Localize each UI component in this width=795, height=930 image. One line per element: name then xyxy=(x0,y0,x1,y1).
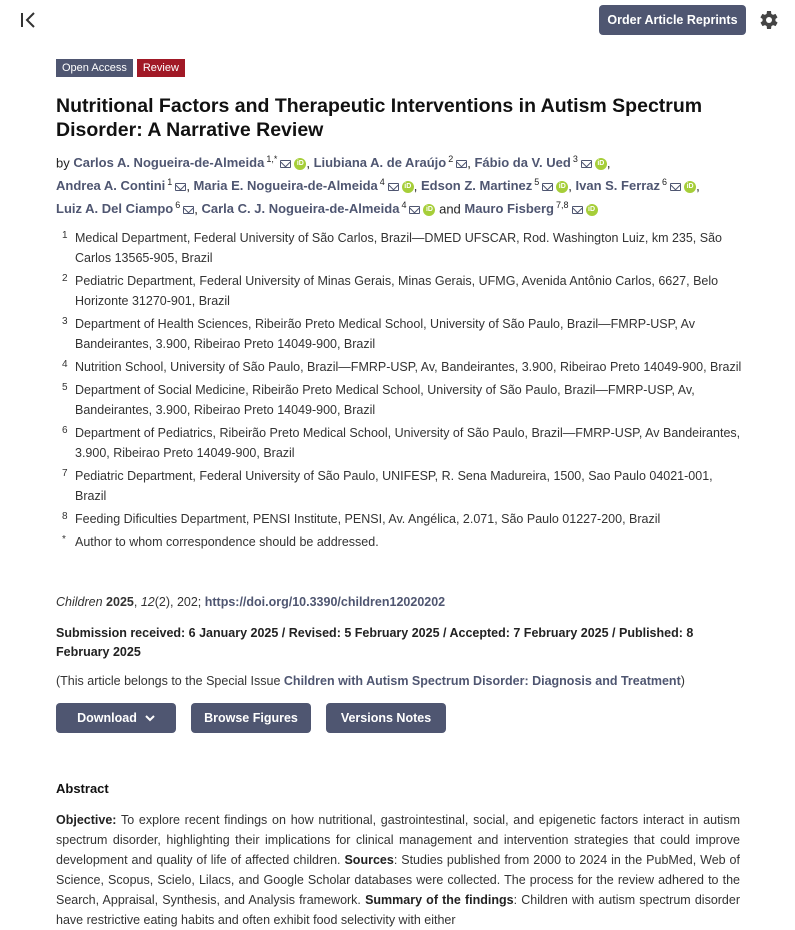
author xyxy=(56,178,186,193)
email-icon[interactable] xyxy=(183,206,194,214)
author-affil-sup: 1 xyxy=(167,176,173,187)
special-issue-link[interactable]: Children with Autism Spectrum Disorder: Diagnosis and Treatment xyxy=(283,674,681,688)
email-icon[interactable] xyxy=(388,183,399,191)
affiliation-text: Pediatric Department, Federal University of São Paulo, UNIFESP, R. Sena Madureira, 1500, Sao Paulo 04021-001, Brazil xyxy=(75,469,713,503)
affiliation-item xyxy=(56,509,746,529)
affiliation-number: 2 xyxy=(62,273,68,284)
author xyxy=(314,155,468,170)
review-badge: Review xyxy=(137,59,185,77)
orcid-icon[interactable]: iD xyxy=(556,181,568,193)
affiliation-number: * xyxy=(62,534,66,545)
objective-text: To explore recent findings on how nutritional, gastrointestinal, social, and epigenetic factors interact in autism spectrum disorder, highlighting their implications for clinical management and intervention strategies that could improve development and quality of life of affected children. xyxy=(56,813,740,867)
affiliation-text: Department of Health Sciences, Ribeirão Preto Medical School, University of São Paulo, Brazil—FMRP-USP, Av Bandeirantes, 3.900, Ribeirao Preto 14049-900, Brazil xyxy=(75,317,695,351)
orcid-icon[interactable]: iD xyxy=(402,181,414,193)
author-affil-sup: 4 xyxy=(379,176,385,187)
citation: Children 2025, 12(2), 202; https://doi.org/10.3390/children12020202 xyxy=(56,595,446,609)
author xyxy=(202,201,436,216)
author-affil-sup: 6 xyxy=(662,176,668,187)
author-name[interactable]: Luiz A. Del Ciampo xyxy=(56,200,174,216)
author-name[interactable]: Mauro Fisberg xyxy=(464,200,554,216)
affiliation-item xyxy=(56,380,746,420)
affiliation-number: 6 xyxy=(62,425,68,436)
journal-name: Children xyxy=(56,595,103,609)
affiliation-item xyxy=(56,532,746,552)
author-affil-sup: 7,8 xyxy=(556,199,569,210)
top-bar xyxy=(0,0,795,40)
author-affil-sup: 4 xyxy=(401,199,407,210)
author xyxy=(474,155,606,170)
author-name[interactable]: Fábio da V. Ued xyxy=(474,155,571,171)
open-access-badge: Open Access xyxy=(56,59,133,77)
author xyxy=(421,178,568,193)
affiliation-number: 5 xyxy=(62,382,68,393)
affiliation-number: 3 xyxy=(62,316,68,327)
affiliation-number: 1 xyxy=(62,230,68,241)
download-label: Download xyxy=(77,711,137,725)
publication-dates: Submission received: 6 January 2025 / Revised: 5 February 2025 / Accepted: 7 February 2025 / Published: 8 February 2025 xyxy=(56,626,694,659)
email-icon[interactable] xyxy=(542,183,553,191)
affiliation-number: 4 xyxy=(62,359,68,370)
download-button[interactable] xyxy=(56,703,176,733)
summary-label: Summary of the findings xyxy=(365,893,514,907)
affiliation-item xyxy=(56,357,746,377)
author xyxy=(194,178,414,193)
orcid-icon[interactable]: iD xyxy=(684,181,696,193)
author-name[interactable]: Andrea A. Contini xyxy=(56,178,166,194)
citation-issue-pages: (2), 202; xyxy=(154,595,205,609)
affiliation-item xyxy=(56,314,746,354)
author xyxy=(73,155,306,170)
email-icon[interactable] xyxy=(572,206,583,214)
orcid-icon[interactable]: iD xyxy=(595,158,607,170)
email-icon[interactable] xyxy=(581,160,592,168)
author xyxy=(576,178,697,193)
doi-link[interactable]: https://doi.org/10.3390/children12020202 xyxy=(204,595,446,609)
affiliation-item xyxy=(56,228,746,268)
citation-volume: 12 xyxy=(140,595,155,609)
summary-text: : Children with autism spectrum disorder have restrictive eating habits and often exhibit food selectivity with either xyxy=(56,893,740,927)
author xyxy=(464,201,597,216)
author-name[interactable]: Carla C. J. Nogueira-de-Almeida xyxy=(201,200,400,216)
abstract-text xyxy=(56,810,740,930)
affiliation-number: 7 xyxy=(62,468,68,479)
special-issue-prefix: (This article belongs to the Special Issue xyxy=(56,674,284,688)
chevron-down-icon xyxy=(145,714,155,722)
author-name[interactable]: Liubiana A. de Araújo xyxy=(313,155,447,171)
affiliation-item xyxy=(56,466,746,506)
affiliation-text: Medical Department, Federal University of São Carlos, Brazil—DMED UFSCAR, Rod. Washington Luiz, km 235, São Carlos 13565-905, Brazil xyxy=(75,231,722,265)
special-issue-suffix: ) xyxy=(680,674,685,688)
author-affil-sup: 3 xyxy=(572,154,578,164)
author-name[interactable]: Edson Z. Martinez xyxy=(421,178,533,194)
affiliation-item xyxy=(56,423,746,463)
orcid-icon[interactable]: iD xyxy=(423,204,435,216)
email-icon[interactable] xyxy=(175,183,186,191)
sources-label: Sources xyxy=(344,853,394,867)
author xyxy=(56,201,194,216)
author-affil-sup: 6 xyxy=(175,199,181,210)
affiliation-text: Author to whom correspondence should be addressed. xyxy=(75,535,379,549)
and-label: and xyxy=(439,200,461,216)
article-actions xyxy=(56,703,446,733)
browse-figures-button[interactable]: Browse Figures xyxy=(191,703,311,733)
affiliation-text: Pediatric Department, Federal University of Minas Gerais, Minas Gerais, UFMG, Avenida Antônio Carlos, 6627, Belo Horizonte 31270-901, Brazil xyxy=(75,274,719,308)
sources-text: : Studies published from 2000 to 2024 in the PubMed, Web of Science, Scopus, Scielo, Lilacs, and Google Scholar databases were collected. The process for the review adhered to the Search, Appraisal, Synthesis, and Analysis framework. xyxy=(56,853,740,907)
affiliation-number: 8 xyxy=(62,511,68,522)
objective-label: Objective: xyxy=(56,813,117,827)
email-icon[interactable] xyxy=(280,160,291,168)
email-icon[interactable] xyxy=(409,206,420,214)
author-affil-sup: 1,* xyxy=(266,154,278,164)
by-label: by xyxy=(56,155,70,171)
affiliation-text: Feeding Dificulties Department, PENSI Institute, PENSI, Av. Angélica, 2.071, São Paulo 01227-200, Brazil xyxy=(75,512,661,526)
affiliation-text: Department of Pediatrics, Ribeirão Preto Medical School, University of São Paulo, Brazil—FMRP-USP, Av Bandeirantes, 3.900, Ribeirao Preto 14049-900, Brazil xyxy=(75,426,741,460)
affiliation-item xyxy=(56,271,746,311)
orcid-icon[interactable]: iD xyxy=(586,204,598,216)
versions-notes-button[interactable]: Versions Notes xyxy=(326,703,446,733)
collapse-sidebar-icon[interactable] xyxy=(18,10,40,30)
author-name[interactable]: Maria E. Nogueira-de-Almeida xyxy=(193,178,378,194)
orcid-icon[interactable]: iD xyxy=(294,158,306,170)
author-affil-sup: 2 xyxy=(448,154,454,164)
abstract-heading: Abstract xyxy=(56,781,109,796)
order-reprints-button[interactable]: Order Article Reprints xyxy=(599,5,746,35)
email-icon[interactable] xyxy=(670,183,681,191)
email-icon[interactable] xyxy=(456,160,467,168)
gear-icon[interactable] xyxy=(756,8,780,32)
special-issue-note xyxy=(56,674,685,688)
affiliation-text: Department of Social Medicine, Ribeirão Preto Medical School, University of São Paulo, Brazil—FMRP-USP, Av, Bandeirantes, 3.900, Ribeirao Preto 14049-900, Brazil xyxy=(75,383,695,417)
article-badges xyxy=(56,59,185,77)
article-title: Nutritional Factors and Therapeutic Interventions in Autism Spectrum Disorder: A Narrative Review xyxy=(56,95,703,141)
author-list: by Carlos A. Nogueira-de-Almeida $^{1,*}$ iD , Liubiana A. de Araújo $^2$ , Fábio da V. Ued $^3$ iD , Andrea A. Contini $^1$ , Maria E. Nogueira-de-Almeida $^4$ iD , Edson Z. Martinez $^5$ iD , Ivan S. Ferraz $^6$ iD , Luiz A. Del Ciampo $^6$ , Carla C. J. Nogueira-de-Almeida $^4$ iD and Mauro Fisberg $^{7,8}$ iD xyxy=(56,154,700,216)
author-name[interactable]: Carlos A. Nogueira-de-Almeida xyxy=(73,155,265,171)
author-affil-sup: 5 xyxy=(534,176,540,187)
author-name[interactable]: Ivan S. Ferraz xyxy=(575,178,661,194)
affiliation-list xyxy=(56,228,746,555)
affiliation-text: Nutrition School, University of São Paulo, Brazil—FMRP-USP, Av, Bandeirantes, 3.900, Ribeirao Preto 14049-900, Brazil xyxy=(75,360,742,374)
citation-year: 2025 xyxy=(106,595,134,609)
